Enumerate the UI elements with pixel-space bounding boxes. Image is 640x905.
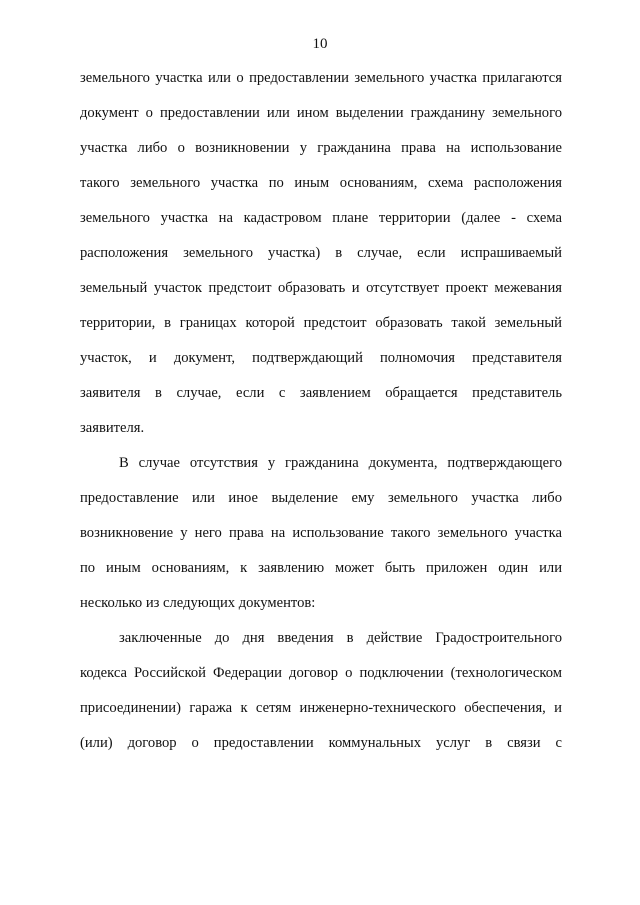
paragraph-1-line-10: заявителя в случае, если с заявлением обращается представитель bbox=[80, 385, 562, 401]
paragraph-1-line-6: расположения земельного участка) в случае, если испрашиваемый bbox=[80, 245, 562, 261]
paragraph-1-line-2: документ о предоставлении или ином выделении гражданину земельного bbox=[80, 105, 562, 121]
paragraph-1-line-7: земельный участок предстоит образовать и отсутствует проект межевания bbox=[80, 280, 562, 296]
paragraph-1-line-11: заявителя. bbox=[80, 420, 145, 436]
paragraph-1-line-3: участка либо о возникновении у гражданина права на использование bbox=[80, 140, 562, 156]
paragraph-2-line-3: возникновение у него права на использование такого земельного участка bbox=[80, 525, 562, 541]
paragraph-1-line-9: участок, и документ, подтверждающий полномочия представителя bbox=[80, 350, 562, 366]
paragraph-3-line-4: (или) договор о предоставлении коммунальных услуг в связи с bbox=[80, 735, 562, 751]
paragraph-3-line-1: заключенные до дня введения в действие Градостроительного bbox=[119, 630, 562, 646]
paragraph-3-line-2: кодекса Российской Федерации договор о подключении (технологическом bbox=[80, 665, 562, 681]
page-number: 10 bbox=[312, 36, 328, 52]
paragraph-1-line-8: территории, в границах которой предстоит образовать такой земельный bbox=[80, 315, 562, 331]
paragraph-2-line-1: В случае отсутствия у гражданина документа, подтверждающего bbox=[119, 455, 562, 471]
paragraph-1-line-5: земельного участка на кадастровом плане территории (далее - схема bbox=[80, 210, 562, 226]
paragraph-1-line-1: земельного участка или о предоставлении земельного участка прилагаются bbox=[80, 70, 562, 86]
paragraph-3-line-3: присоединении) гаража к сетям инженерно-технического обеспечения, и bbox=[80, 700, 562, 716]
paragraph-2-line-5: несколько из следующих документов: bbox=[80, 595, 316, 611]
paragraph-2-line-4: по иным основаниям, к заявлению может быть приложен один или bbox=[80, 560, 562, 576]
paragraph-1-line-4: такого земельного участка по иным основаниям, схема расположения bbox=[80, 175, 562, 191]
paragraph-2-line-2: предоставление или иное выделение ему земельного участка либо bbox=[80, 490, 562, 506]
